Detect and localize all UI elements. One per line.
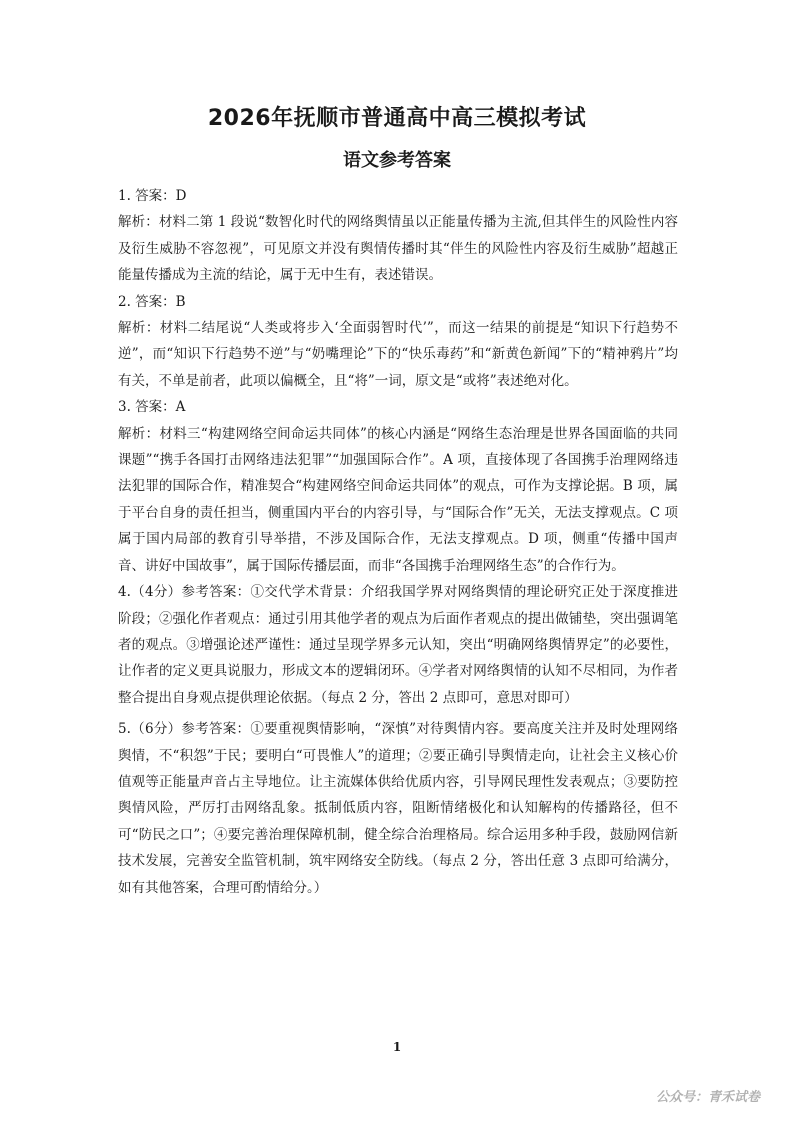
answer-content — [118, 183, 678, 901]
answer-key-title: 语文参考答案 — [343, 150, 451, 171]
answer-5-text: 5.（6分）参考答案：①要重视舆情影响，“深慎”对待舆情内容。要高度关注并及时处理网络舆情，不“积怨”于民；要明白“可畏惟人”的道理；②要正确引导舆情走向，让社会主义核心价值观等正能量声音占主导地位。让主流媒体供给优质内容，引导网民理性发表观点；③要防控舆情风险，严厉打击网络乱象。抵制低质内容，阻断情绪极化和认知解构的传播路径，但不可“防民之口”；④要完善治理保障机制，健全综合治理格局。综合运用多种手段，鼓励网信新技术发展，完善安全监管机制，筑牢网络安全防线。（每点 2 分，答出任意 3 点即可给满分，如有其他答案，合理可酌情给分。） — [118, 721, 678, 896]
page-number: 1 — [392, 1040, 402, 1054]
answer-3-label: 3. 答案：A — [118, 399, 186, 416]
answer-1-explanation: 解析：材料二第 1 段说“数智化时代的网络舆情虽以正能量传播为主流,但其伴生的风险性内容及衍生威胁不容忽视”，可见原文并没有舆情传播时其“伴生的风险性内容及衍生威胁”超越正能量传播成为主流的结论，属于无中生有，表述错误。 — [118, 214, 678, 284]
answer-2-label: 2. 答案：B — [118, 293, 186, 310]
corner-watermark: 公众号：青禾试卷 — [655, 1090, 760, 1105]
exam-title: 2026年抚顺市普通高中高三模拟考试 — [207, 106, 587, 131]
answer-1-label: 1. 答案：D — [118, 188, 187, 204]
answer-2-explanation: 解析：材料二结尾说“人类或将步入‘全面弱智时代’”，而这一结果的前提是“知识下行趋势不逆”，而“知识下行趋势不逆”与“奶嘴理论”下的“快乐毒药”和“新黄色新闻”下的“精神鸦片”均有关，不单是前者，此项以偏概全，且“将”一词，原文是“或将”表述绝对化。 — [118, 320, 678, 389]
answer-3-explanation: 解析：材料三“构建网络空间命运共同体”的核心内涵是“网络生态治理是世界各国面临的共同课题”“携手各国打击网络违法犯罪”“加强国际合作”。A 项，直接体现了各国携手治理网络违法犯罪的国际合作，精准契合“构建网络空间命运共同体”的观点，可作为支撑论据。B 项，属于平台自身的责任担当，侧重国内平台的内容引导，与“国际合作”无关，无法支撑观点。C 项属于国内局部的教育引导举措，不涉及国际合作，无法支撑观点。D 项，侧重“传播中国声音、讲好中国故事”，属于国际传播层面，而非“各国携手治理网络生态”的合作行为。 — [118, 425, 678, 574]
answer-4-text: 4.（4分）参考答案：①交代学术背景：介绍我国学界对网络舆情的理论研究正处于深度推进阶段；②强化作者观点：通过引用其他学者的观点为后面作者观点的提出做铺垫，突出强调笔者的观点。③增强论述严谨性：通过呈现学界多元认知，突出“明确网络舆情界定”的必要性，让作者的定义更具说服力，形成文本的逻辑闭环。④学者对网络舆情的认知不尽相同，为作者整合提出自身观点提供理论依据。（每点 2 分，答出 2 点即可，意思对即可） — [118, 584, 678, 706]
